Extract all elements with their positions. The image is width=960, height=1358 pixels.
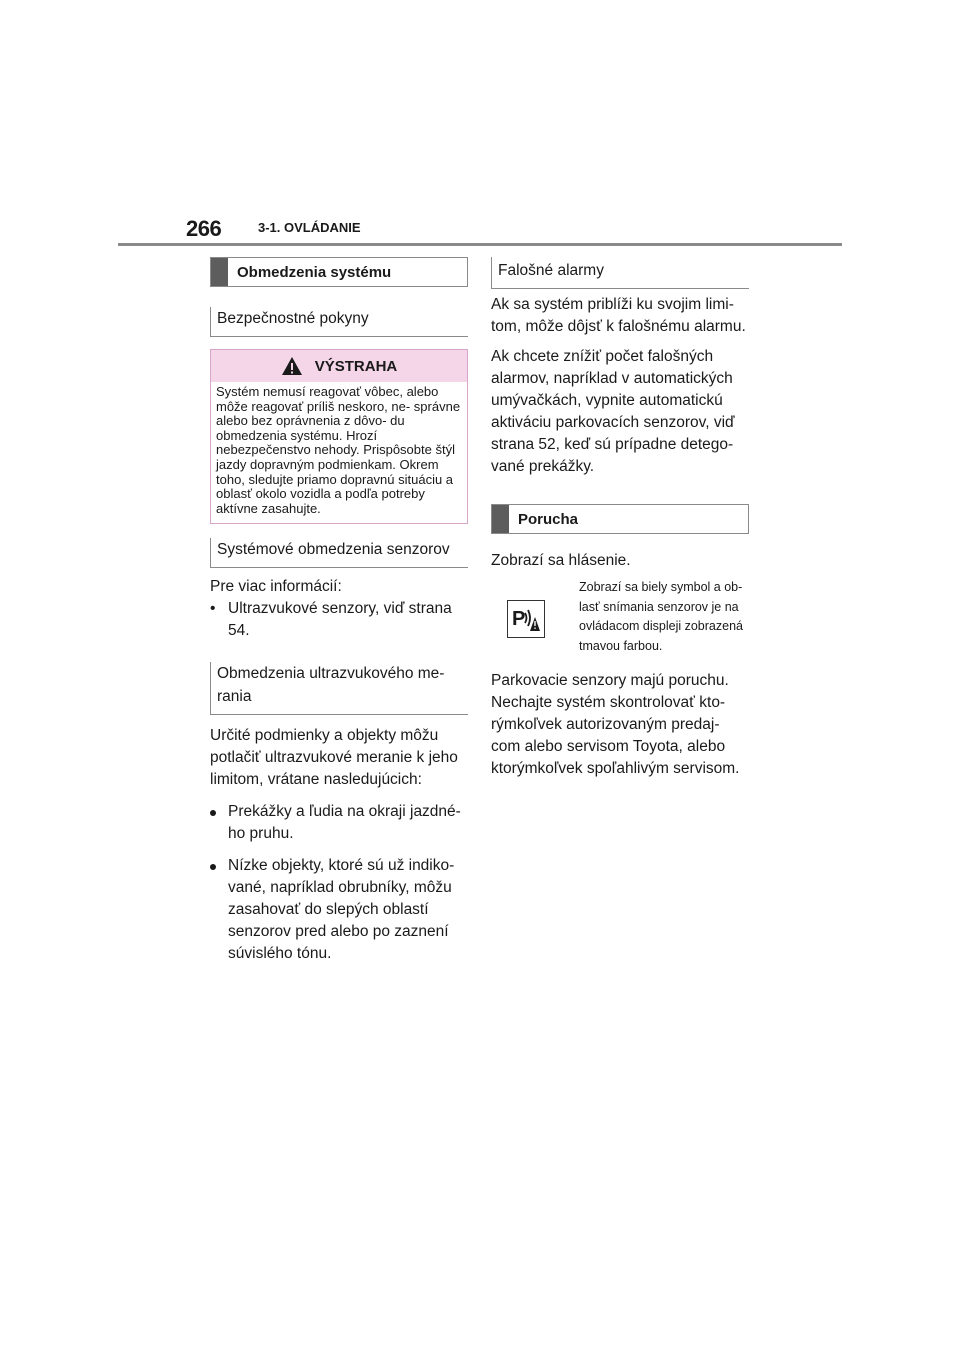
header-rule [118,243,842,246]
box-heading-malfunction [491,504,749,534]
warning-box [210,349,468,524]
list-bullet: • [210,600,216,618]
box-heading-text: Obmedzenia systému [237,263,392,281]
icon-note-row [491,578,749,656]
icon-note-text: Zobrazí sa biely symbol a ob- lasť snímania senzorov je na ovládacom displeji zobrazená tmavou farbou. [579,580,743,653]
right-column [491,257,749,780]
subheading-safety: Bezpečnostné pokyny [210,307,468,337]
list-item [210,801,468,845]
subheading-false-alarms: Falošné alarmy [491,257,749,289]
list-item-text: Prekážky a ľudia na okraji jazdné- ho pruhu. [228,803,461,843]
svg-text:P: P [512,608,526,630]
subheading-ultrasonic-limits: Obmedzenia ultrazvukového me- rania [210,662,468,715]
bullet-dot-icon [210,810,216,816]
warning-text: Systém nemusí reagovať vôbec, alebo môže reagovať príliš neskoro, ne- správne alebo bez oprávnenia z dôvo- du obmedzenia systému. Hrozí nebezpečenstvo nehody. Prispôsobte štýl jazdy dopravným podmienkam. Okrem toho, sledujte priamo dopravnú situáciu a oblasť okolo vozidla a podľa potreby aktívne zasahujte. [216,384,461,516]
page-number: 266 [186,216,222,241]
bullet-dot-icon [210,864,216,870]
paragraph-conditions: Určité podmienky a objekty môžu potlačiť ultrazvukové meranie k jeho limitom, vrátane nasledujúcich: [210,727,458,789]
paragraph-malfunction: Parkovacie senzory majú poruchu. Nechajte systém skontrolovať kto- rýmkoľvek autorizovaným predaj- com alebo servisom Toyota, alebo ktorýmkoľvek spoľahlivým servisom. [491,672,740,777]
paragraph-reduce-alarms: Ak chcete znížiť počet falošných alarmov, napríklad v automatických umývačkách, vypnite automatickú aktiváciu parkovacích senzorov, viď strana 52, keď sú prípadne detego- vané prekážky. [491,348,735,475]
left-column [210,257,468,965]
parking-sensor-icon [507,600,545,638]
box-heading-text: Porucha [518,510,579,528]
subheading-sensor-limits: Systémové obmedzenia senzorov [210,538,468,568]
warning-triangle-icon [281,356,303,376]
box-heading-bar [211,258,228,286]
box-heading-system-limits [210,257,468,287]
warning-title: VÝSTRAHA [314,357,398,375]
paragraph-message: Zobrazí sa hlásenie. [491,552,631,569]
list-item-text: Nízke objekty, ktoré sú už indiko- vané, napríklad obrubníky, môžu zasahovať do slepých oblastí senzorov pred alebo po zaznení súvislého tónu. [228,857,455,963]
info-intro: Pre viac informácií: [210,578,342,596]
info-item: Ultrazvukové senzory, viď strana 54. [228,600,452,640]
section-label: 3-1. OVLÁDANIE [258,220,361,235]
paragraph-false-alarm: Ak sa systém priblíži ku svojim limi- tom, môže dôjsť k falošnému alarmu. [491,296,746,335]
box-heading-bar [492,505,509,533]
warning-header [211,350,467,382]
list-item [210,855,468,965]
